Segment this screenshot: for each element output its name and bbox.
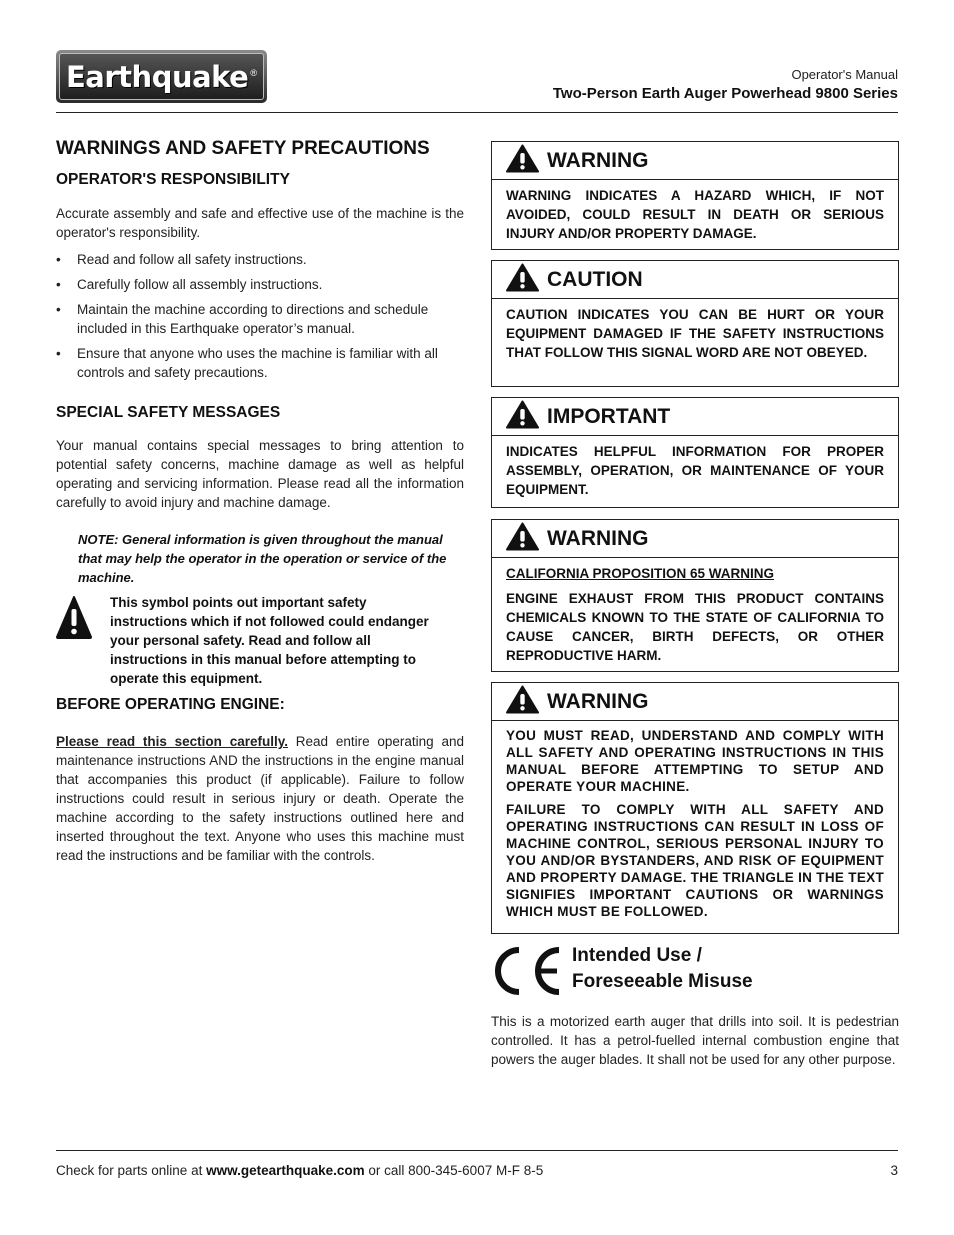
important-box [491, 397, 899, 508]
special-safety-heading: SPECIAL SAFETY MESSAGES [56, 404, 281, 421]
list-item: • Ensure that anyone who uses the machine is familiar with all controls and safety precautions. [56, 344, 464, 382]
warning-box-comply [491, 682, 899, 934]
logo-text: Earthquake [66, 59, 249, 94]
special-safety-body: Your manual contains special messages to bring attention to potential safety concerns, machine damage as well as helpful operating and servicing information. Please read all the information carefully to avoid injury and machine damage. [56, 438, 464, 510]
warning-box-hazard [491, 141, 899, 250]
read-carefully-lead: Please read this section carefully. [56, 734, 288, 749]
general-info-note: NOTE: General information is given throughout the manual that may help the operator in the operation or service of the machine. [78, 532, 447, 585]
box-body: WARNING INDICATES A HAZARD WHICH, IF NOT AVOIDED, COULD RESULT IN DEATH OR SERIOUS INJURY AND/OR PROPERTY DAMAGE. [506, 188, 884, 241]
page-number: 3 [890, 1163, 898, 1178]
warning-triangle-icon [56, 595, 92, 639]
warning-triangle-icon [506, 400, 539, 429]
main-heading: WARNINGS AND SAFETY PRECAUTIONS [56, 138, 430, 159]
responsibility-list [56, 250, 464, 382]
footer-text [56, 1163, 543, 1178]
box-header [492, 398, 898, 436]
footer-divider [56, 1150, 898, 1151]
box-body: INDICATES HELPFUL INFORMATION FOR PROPER ASSEMBLY, OPERATION, OR MAINTENANCE OF YOUR EQUIPMENT. [506, 444, 884, 497]
box-title: WARNING [547, 526, 649, 550]
warning-triangle-icon [506, 144, 539, 173]
box-title: WARNING [547, 148, 649, 172]
footer-suffix: or call 800-345-6007 M-F 8-5 [364, 1163, 544, 1178]
list-item: • Maintain the machine according to directions and schedule included in this Earthquake operator’s manual. [56, 300, 464, 338]
comply-paragraph-1: YOU MUST READ, UNDERSTAND AND COMPLY WITH ALL SAFETY AND OPERATING INSTRUCTIONS IN THIS MANUAL BEFORE ATTEMPTING TO SETUP AND OPERATE YOUR MACHINE. [506, 728, 884, 794]
left-column [56, 138, 464, 865]
earthquake-logo [56, 50, 267, 103]
website-link[interactable]: www.getearthquake.com [206, 1163, 365, 1178]
box-header [492, 261, 898, 299]
logo-plate [59, 53, 264, 100]
intended-use-title [572, 943, 753, 995]
header-divider [56, 112, 898, 113]
page-header [553, 67, 898, 102]
box-header [492, 520, 898, 558]
manual-label: Operator's Manual [791, 67, 898, 82]
product-title: Two-Person Earth Auger Powerhead 9800 Series [552, 85, 898, 102]
safety-symbol-text: This symbol points out important safety instructions which if not followed could endanger your personal safety. Read and follow all instructions in this manual before attempting to operate this equipment. [110, 595, 429, 686]
box-body: CAUTION INDICATES YOU CAN BE HURT OR YOUR EQUIPMENT DAMAGED IF THE SAFETY INSTRUCTIONS THAT FOLLOW THIS SIGNAL WORD ARE NOT OBEYED. [506, 307, 884, 360]
comply-paragraph-2: FAILURE TO COMPLY WITH ALL SAFETY AND OPERATING INSTRUCTIONS CAN RESULT IN LOSS OF MACHINE CONTROL, SERIOUS PERSONAL INJURY TO YOU AND/OR BYSTANDERS, AND RISK OF EQUIPMENT AND PROPERTY DAMAGE. THE TRIANGLE IN THE TEXT SIGNIFIES IMPORTANT CAUTIONS OR WARNINGS WHICH MUST BE FOLLOWED. [506, 802, 884, 919]
warning-triangle-icon [506, 522, 539, 551]
before-operating-body [56, 732, 464, 865]
caution-box [491, 260, 899, 387]
prop65-text: ENGINE EXHAUST FROM THIS PRODUCT CONTAINS CHEMICALS KNOWN TO THE STATE OF CALIFORNIA TO CAUSE CANCER, BIRTH DEFECTS, OR OTHER REPRODUCTIVE HARM. [506, 591, 884, 663]
box-body [492, 721, 898, 928]
safety-symbol-block [56, 593, 464, 688]
intended-use-title-line2: Foreseeable Misuse [572, 971, 753, 992]
list-item: • Read and follow all safety instructions. [56, 250, 464, 269]
prop65-subtitle: CALIFORNIA PROPOSITION 65 WARNING [506, 566, 775, 581]
before-operating-heading: BEFORE OPERATING ENGINE: [56, 696, 285, 713]
operator-intro: Accurate assembly and safe and effective use of the machine is the operator's responsibility. [56, 206, 464, 240]
box-title: WARNING [547, 689, 649, 713]
before-operating-text: Read entire operating and maintenance instructions AND the instructions in the engine manual that accompanies this product (if applicable). Failure to follow instructions could result in serious injury or death. Operate the machine according to the safety instructions outlined here and inserted throughout the text. Anyone who uses this machine must read the instructions and be familiar with the controls. [56, 734, 464, 863]
list-item: • Carefully follow all assembly instructions. [56, 275, 464, 294]
box-title: IMPORTANT [547, 404, 671, 428]
logo-registered-mark: ® [250, 68, 257, 78]
intended-use-title-line1: Intended Use / [572, 945, 702, 966]
ce-mark-icon [491, 943, 563, 999]
intended-use-body: This is a motorized earth auger that drills into soil. It is pedestrian controlled. It has a petrol-fuelled internal combustion engine that powers the auger blades. It shall not be used for any other purpose. [491, 1014, 899, 1067]
box-header [492, 683, 898, 721]
box-title: CAUTION [547, 267, 643, 291]
operator-responsibility-heading: OPERATOR'S RESPONSIBILITY [56, 171, 290, 188]
footer-prefix: Check for parts online at [56, 1163, 207, 1178]
box-header [492, 142, 898, 180]
warning-triangle-icon [506, 263, 539, 292]
warning-triangle-icon [506, 685, 539, 714]
box-body [492, 558, 898, 673]
warning-box-prop65 [491, 519, 899, 672]
